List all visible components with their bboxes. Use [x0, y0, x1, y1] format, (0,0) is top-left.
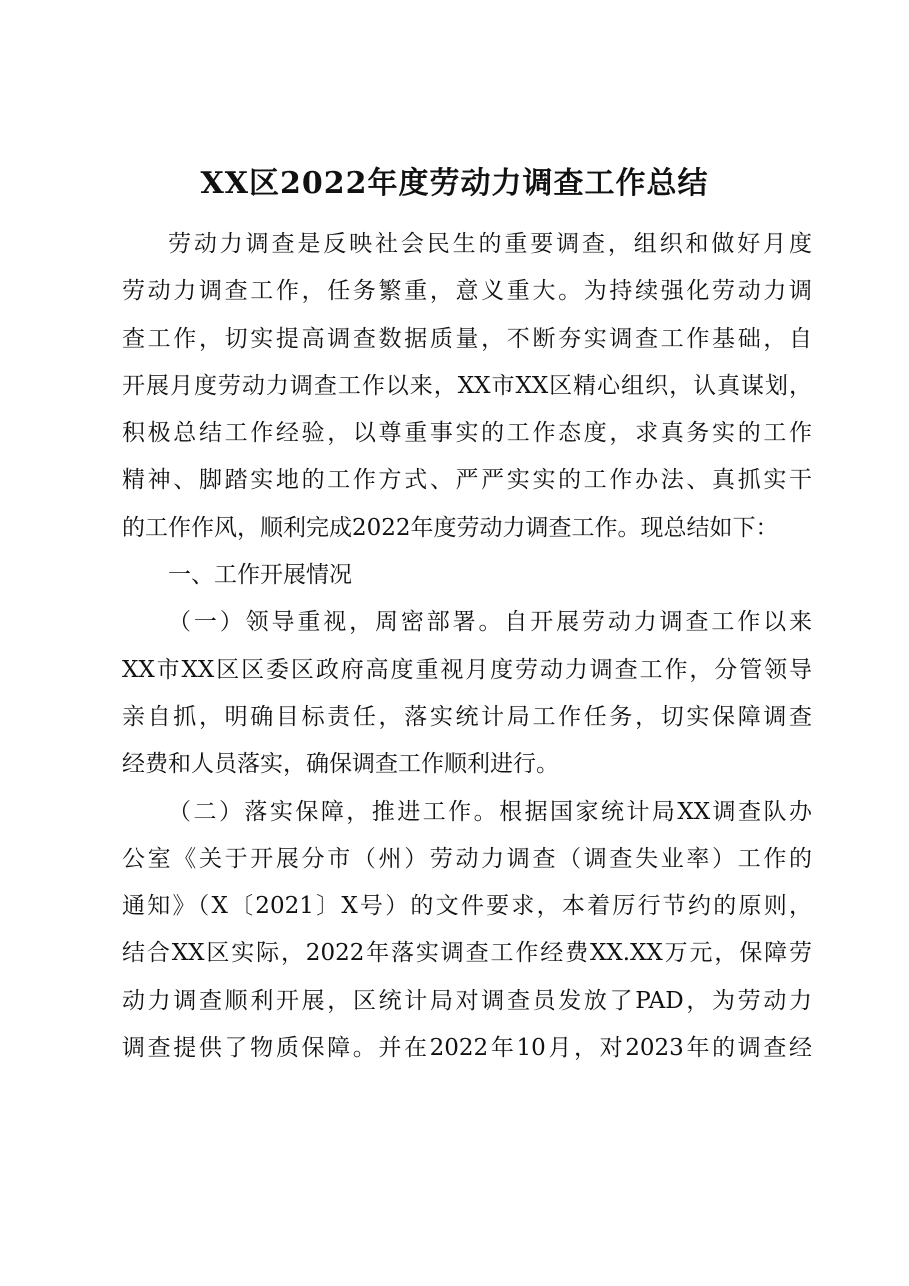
- paragraph-leadership-line-3: 亲自抓，明确目标责任，落实统计局工作任务，切实保障调查: [122, 703, 812, 730]
- paragraph-intro-line-7: 的工作作风，顺利完成2022年度劳动力调查工作。现总结如下：: [122, 514, 779, 541]
- paragraph-support-line-5: 动力调查顺利开展，区统计局对调查员发放了PAD，为劳动力: [122, 987, 812, 1014]
- paragraph-intro-line-3: 查工作，切实提高调查数据质量，不断夯实调查工作基础，自: [122, 325, 812, 352]
- paragraph-intro-line-4: 开展月度劳动力调查工作以来，XX市XX区精心组织，认真谋划，: [122, 372, 812, 399]
- section-heading-1: 一、工作开展情况: [168, 562, 352, 589]
- paragraph-support-line-1: （二）落实保障，推进工作。根据国家统计局XX调查队办: [168, 798, 812, 825]
- paragraph-leadership-line-1: （一）领导重视，周密部署。自开展劳动力调查工作以来: [168, 609, 812, 636]
- paragraph-leadership-line-2: XX市XX区区委区政府高度重视月度劳动力调查工作，分管领导: [122, 656, 812, 683]
- paragraph-intro-line-6: 精神、脚踏实地的工作方式、严严实实的工作办法、真抓实干: [122, 467, 812, 494]
- paragraph-support-line-2: 公室《关于开展分市（州）劳动力调查（调查失业率）工作的: [122, 845, 812, 872]
- document-title: XX区2022年度劳动力调查工作总结: [200, 166, 709, 201]
- paragraph-intro-line-2: 劳动力调查工作，任务繁重，意义重大。为持续强化劳动力调: [122, 278, 812, 305]
- document-body: [122, 221, 812, 1072]
- paragraph-intro-line-5: 积极总结工作经验，以尊重事实的工作态度，求真务实的工作: [122, 420, 812, 447]
- paragraph-leadership-line-4: 经费和人员落实，确保调查工作顺利进行。: [122, 751, 559, 778]
- paragraph-support-line-3: 通知》（X〔2021〕X号）的文件要求，本着厉行节约的原则，: [122, 893, 812, 920]
- paragraph-intro-line-1: 劳动力调查是反映社会民生的重要调查，组织和做好月度: [168, 231, 812, 257]
- paragraph-support-line-6: 调查提供了物质保障。并在2022年10月，对2023年的调查经: [122, 1035, 812, 1062]
- paragraph-support-line-4: 结合XX区实际，2022年落实调查工作经费XX.XX万元，保障劳: [122, 940, 812, 967]
